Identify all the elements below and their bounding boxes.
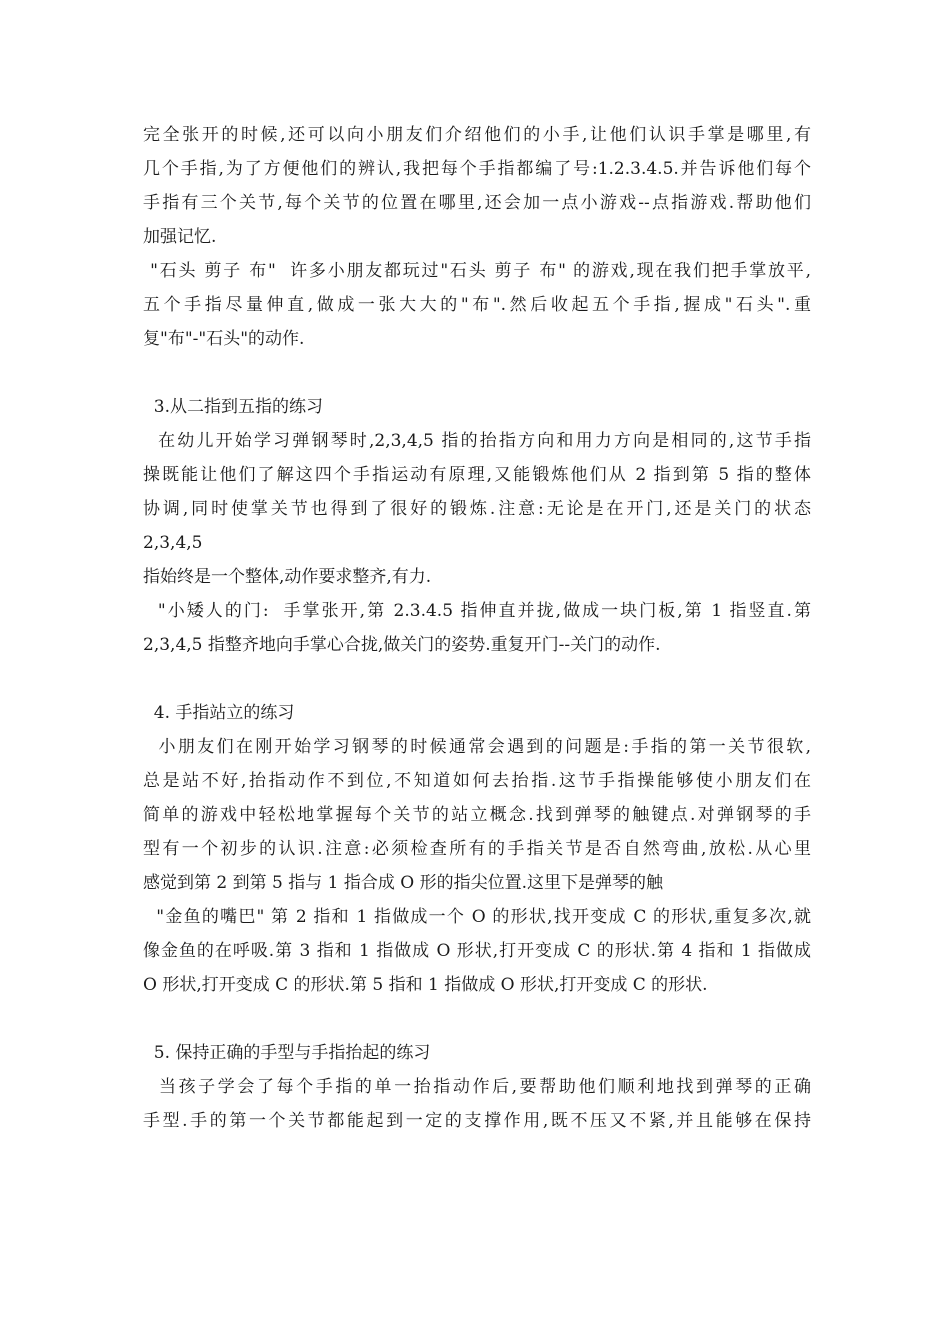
text-line: 手型.手的第一个关节都能起到一定的支撑作用,既不压又不紧,并且能够在保持 — [143, 1111, 811, 1131]
text-line: "石头 剪子 布" 许多小朋友都玩过"石头 剪子 布" 的游戏,现在我们把手掌放平, — [143, 261, 811, 281]
blank-line — [143, 662, 811, 696]
text-line: 协调,同时使掌关节也得到了很好的锻炼.注意:无论是在开门,还是关门的状态 — [143, 499, 812, 519]
text-line: 小朋友们在刚开始学习钢琴的时候通常会遇到的问题是:手指的第一关节很软, — [143, 737, 811, 757]
text-line: 在幼儿开始学习弹钢琴时,2,3,4,5 指的抬指方向和用力方向是相同的,这节手指 — [143, 431, 811, 451]
text-line: 手指有三个关节,每个关节的位置在哪里,还会加一点小游戏--点指游戏.帮助他们 — [143, 193, 811, 213]
text-line: 2,3,4,5 指整齐地向手掌心合拢,做关门的姿势.重复开门--关门的动作. — [143, 635, 661, 655]
text-line: "金鱼的嘴巴" 第 2 指和 1 指做成一个 O 的形状,找开变成 C 的形状,重复多次,就 — [143, 907, 811, 927]
text-line: 指始终是一个整体,动作要求整齐,有力. — [143, 567, 432, 587]
blank-line — [143, 356, 811, 390]
text-line: 当孩子学会了每个手指的单一抬指动作后,要帮助他们顺利地找到弹琴的正确 — [143, 1077, 811, 1097]
text-line: 像金鱼的在呼吸.第 3 指和 1 指做成 O 形状,打开变成 C 的形状.第 4 指和 1 指做成 — [143, 941, 811, 961]
blank-line — [143, 1002, 811, 1036]
text-line: "小矮人的门: 手掌张开,第 2.3.4.5 指伸直并拢,做成一块门板,第 1 指竖直.第 — [143, 601, 811, 621]
text-line: O 形状,打开变成 C 的形状.第 5 指和 1 指做成 O 形状,打开变成 C 的形状. — [143, 975, 708, 995]
text-line: 简单的游戏中轻松地掌握每个关节的站立概念.找到弹琴的触键点.对弹钢琴的手 — [143, 805, 811, 825]
text-line: 完全张开的时候,还可以向小朋友们介绍他们的小手,让他们认识手掌是哪里,有 — [143, 125, 811, 145]
section-heading: 5. 保持正确的手型与手指抬起的练习 — [143, 1043, 431, 1063]
document-body — [143, 118, 811, 1138]
text-line: 型有一个初步的认识.注意:必须检查所有的手指关节是否自然弯曲,放松.从心里 — [143, 839, 811, 859]
text-line: 五个手指尽量伸直,做成一张大大的"布".然后收起五个手指,握成"石头".重 — [143, 295, 811, 315]
text-line: 2,3,4,5 — [143, 533, 203, 553]
section-heading: 4. 手指站立的练习 — [143, 703, 295, 723]
section-heading: 3.从二指到五指的练习 — [143, 397, 324, 417]
text-line: 操既能让他们了解这四个手指运动有原理,又能锻炼他们从 2 指到第 5 指的整体 — [143, 465, 811, 485]
text-line: 加强记忆. — [143, 227, 217, 247]
text-line: 几个手指,为了方便他们的辨认,我把每个手指都编了号:1.2.3.4.5.并告诉他们每个 — [143, 159, 811, 179]
text-line: 复"布"-"石头"的动作. — [143, 329, 305, 349]
text-line: 总是站不好,抬指动作不到位,不知道如何去抬指.这节手指操能够使小朋友们在 — [143, 771, 811, 791]
text-line: 感觉到第 2 到第 5 指与 1 指合成 O 形的指尖位置.这里下是弹琴的触 — [143, 873, 664, 893]
